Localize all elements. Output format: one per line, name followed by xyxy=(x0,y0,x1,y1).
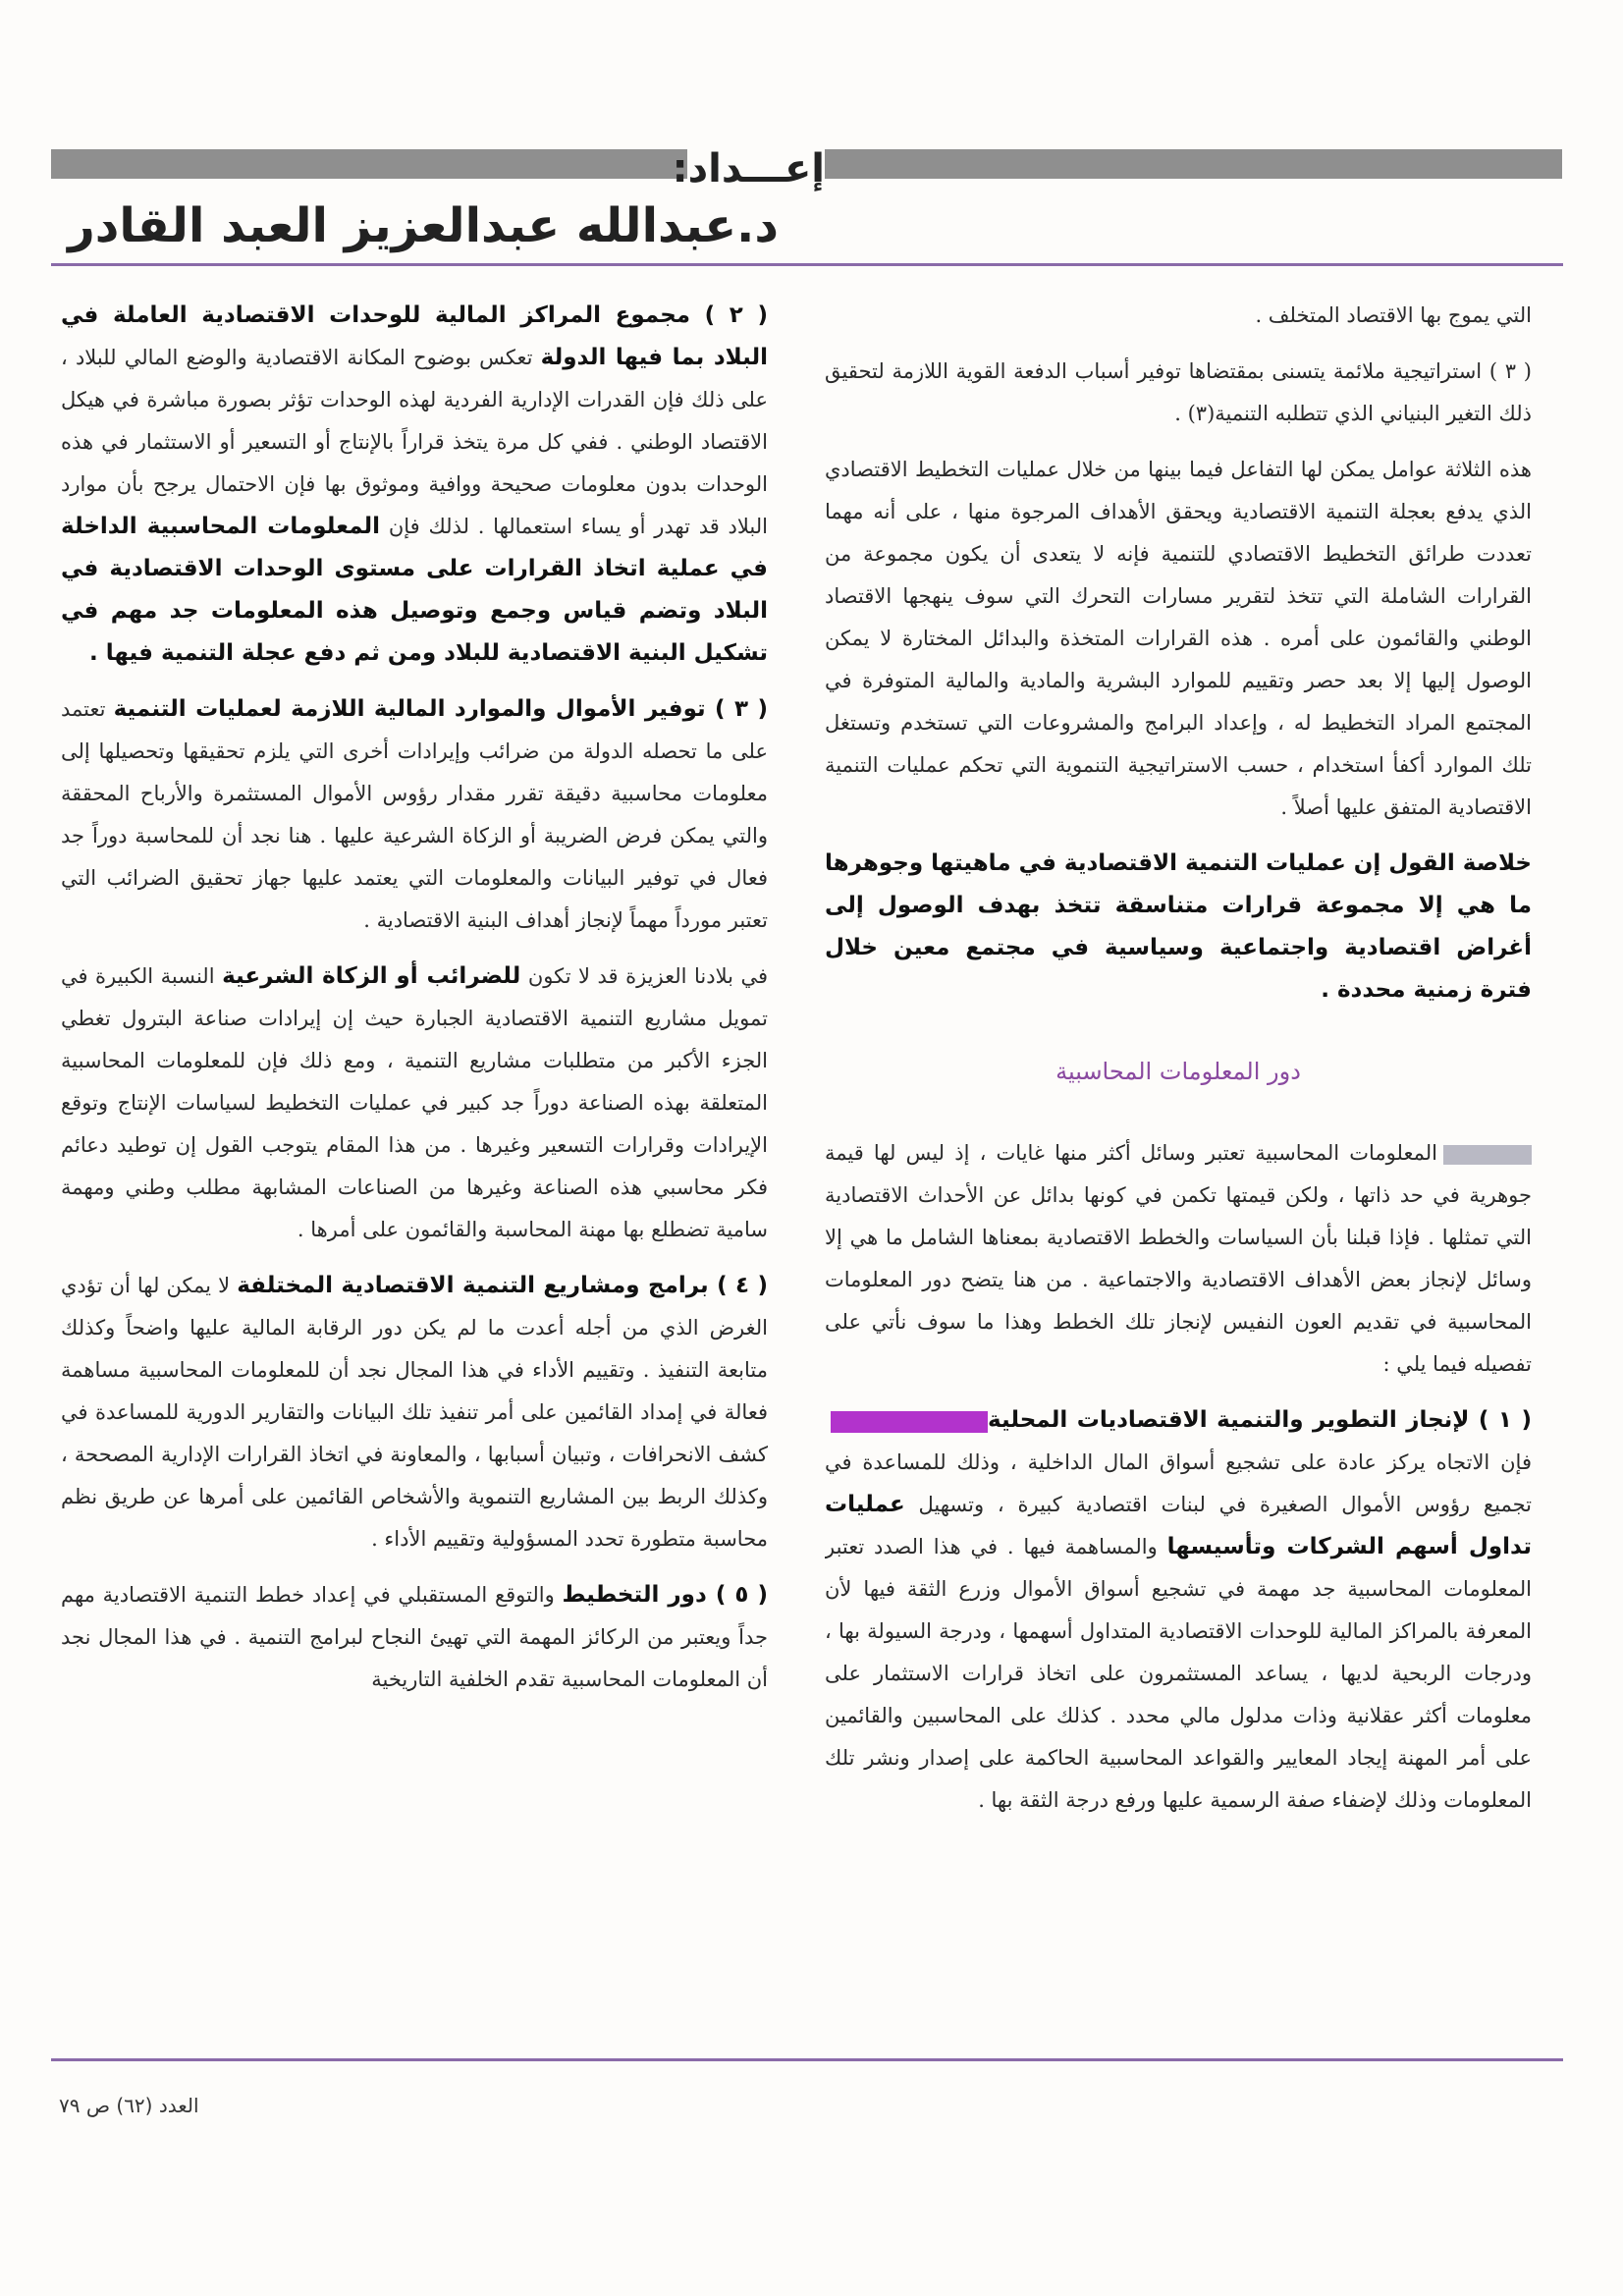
item-lead: ( ٥ ) دور التخطيط xyxy=(562,1582,768,1608)
header-bar-left xyxy=(51,149,756,179)
paragraph xyxy=(61,956,768,1251)
item-emphasis: للضرائب أو الزكاة الشرعية xyxy=(222,963,521,989)
paragraph-text: لا يمكن لها أن تؤدي الغرض الذي من أجله أعدت ما لم يكن دور الرقابة المالية عليها واضحاً وكذلك متابعة التنفيذ . وتقييم الأداء في هذا المجال نجد أن للمعلومات المحاسبية مساهمة فعالة في إمداد القائمين على أمر تنفيذ تلك البيانات والتقارير الدورية للمساعدة في كشف الانحرافات ، وتبيان أسبابها ، والمعاونة في اتخاذ القرارات الإدارية المصححة ، وكذلك الربط بين المشاريع التنموية والأشخاص القائمين على أمرها عن طريق نظم محاسبة متطورة تحدد المسؤولية وتقييم الأداء . xyxy=(61,1274,768,1551)
paragraph xyxy=(825,1399,1532,1822)
left-column xyxy=(61,295,768,2043)
paragraph-text: المعلومات المحاسبية تعتبر وسائل أكثر منها غايات ، إذ ليس لها قيمة جوهرية في حد ذاتها ، ولكن قيمتها تكمن في كونها بدائل عن الأحداث الاقتصادية التي تمثلها . فإذا قبلنا بأن السياسات والخطط الاقتصادية بمعناها الشامل ما هي إلا وسائل لإنجاز بعض الأهداف الاقتصادية والاجتماعية . من هنا يتضح دور المعلومات المحاسبية في تقديم العون النفيس لإنجاز تلك الخطط وهذا ما سوف نأتي على تفصيله فيما يلي : xyxy=(825,1141,1532,1376)
paragraph-text: تعتمد على ما تحصله الدولة من ضرائب وإيرادات أخرى التي يلزم تحقيقها وتحصيلها إلى معلومات محاسبية دقيقة تقرر مقدار رؤوس الأموال المستثمرة والأرباح المحققة والتي يمكن فرض الضريبة أو الزكاة الشرعية عليها . هنا نجد أن للمحاسبة دوراً جد فعال في توفير البيانات والمعلومات التي يعتمد عليها جهاز تحقيق الضرائب التي تعتبر مورداً مهماً لإنجاز أهداف البنية الاقتصادية . xyxy=(61,697,768,932)
paragraph: ( ٣ ) استراتيجية ملائمة يتسنى بمقتضاها توفير أسباب الدفعة القوية اللازمة لتحقيق ذلك التغير البنياني الذي تتطلبه التنمية(٣) . xyxy=(825,359,1532,425)
scan-magenta-mark xyxy=(831,1411,988,1433)
paragraph: هذه الثلاثة عوامل يمكن لها التفاعل فيما بينها من خلال عمليات التخطيط الاقتصادي الذي يدفع بعجلة التنمية الاقتصادية ويحقق الأهداف المرجوة منها ، على أنه مهما تعددت طرائق التخطيط الاقتصادي للتنمية فإنه لا يتعدى أن يكون مجموعة من القرارات الشاملة التي تتخذ لتقرير مسارات التحرك التي سوف ينهجها الاقتصاد الوطني والقائمون على أمره . هذه القرارات المتخذة والبدائل المختارة لا يمكن الوصول إليها إلا بعد حصر وتقييم للموارد البشرية والمادية والمالية المتوفرة في المجتمع المراد التخطيط له ، وإعداد البرامج والمشروعات التي تستخدم وتستغل تلك الموارد أكفأ استخدام ، حسب الاستراتيجية التنموية التي تحكم عمليات التنمية الاقتصادية المتفق عليها أصلاً . xyxy=(825,458,1532,819)
right-column xyxy=(825,295,1532,2043)
section-heading: دور المعلومات المحاسبية xyxy=(1055,1058,1301,1085)
page-footer: العدد (٦٢) ص ٧٩ xyxy=(59,2094,199,2117)
author-name: د.عبدالله عبدالعزيز العبد القادر xyxy=(68,198,779,253)
paragraph-text: فإن الاتجاه يركز عادة على تشجيع أسواق المال الداخلية ، وذلك للمساعدة في تجميع رؤوس الأموال الصغيرة في لبنات اقتصادية كبيرة ، وتسهيل xyxy=(825,1450,1532,1516)
byline-label: إعـــداد: xyxy=(672,146,825,191)
paragraph-text: تعكس بوضوح المكانة الاقتصادية والوضع المالي للبلاد ، على ذلك فإن القدرات الإدارية الفردية لهذه الوحدات تؤثر بصورة مباشرة في هيكل الاقتصاد الوطني . ففي كل مرة يتخذ قراراً بالإنتاج أو التسعير أو الاستثمار في هذه الوحدات بدون معلومات صحيحة ووافية وموثوق بها فإن الاحتمال يرجح بأن موارد البلاد قد تهدر أو يساء استعمالها . لذلك فإن xyxy=(61,346,768,538)
item-lead: ( ٣ ) توفير الأموال والموارد المالية اللازمة لعمليات التنمية xyxy=(113,696,768,722)
item-lead: ( ١ ) لإنجاز التطوير والتنمية الاقتصاديات المحلية xyxy=(988,1407,1532,1433)
footer-divider xyxy=(51,2058,1563,2061)
paragraph: التي يموج بها الاقتصاد المتخلف . xyxy=(1255,303,1532,327)
paragraph xyxy=(825,1132,1532,1386)
scan-highlight-mark xyxy=(1443,1145,1532,1165)
item-emphasis: المعلومات المحاسبية الداخلة في عملية اتخاذ القرارات على مستوى الوحدات الاقتصادية في البلاد وتضم قياس وجمع وتوصيل هذه المعلومات جد مهم في تشكيل البنية الاقتصادية للبلاد ومن ثم دفع عجلة التنمية فيها . xyxy=(61,514,768,666)
paragraph-text: والمساهمة فيها . في هذا الصدد تعتبر المعلومات المحاسبية جد مهمة في تشجيع أسواق الأموال وزرع الثقة فيها لأن المعرفة بالمراكز المالية للوحدات الاقتصادية المتداول أسهمها ، ودرجة السيولة بها ، ودرجات الربحية لديها ، يساعد المستثمرون على اتخاذ قرارات الاستثمار على معلومات أكثر عقلانية وذات مدلول مالي محدد . كذلك على المحاسبين والقائمين على أمر المهنة إيجاد المعايير والقواعد المحاسبية الحاكمة على إصدار ونشر تلك المعلومات وذلك لإضفاء صفة الرسمية عليها ورفع درجة الثقة بها . xyxy=(825,1535,1532,1812)
paragraph-text: النسبة الكبيرة في تمويل مشاريع التنمية الاقتصادية الجبارة حيث إن إيرادات صناعة البترول تغطي الجزء الأكبر من متطلبات مشاريع التنمية ، ومع ذلك فإن للمعلومات المحاسبية المتعلقة بهذه الصناعة دوراً جد كبير في عمليات التخطيط لسياسات الإنتاج وتوقع الإيرادات وقرارات التسعير وغيرها . من هذا المقام يتوجب القول إن توطيد دعائم فكر محاسبي هذه الصناعة وغيرها من الصناعات المشابهة مطلب وطني ومهمة سامية تضطلع بها مهنة المحاسبة والقائمون على أمرها . xyxy=(61,964,768,1241)
header-bar-right xyxy=(793,149,1562,179)
paragraph xyxy=(61,295,768,675)
paragraph xyxy=(61,1265,768,1560)
paragraph-text: والتوقع المستقبلي في إعداد خطط التنمية الاقتصادية مهم جداً ويعتبر من الركائز المهمة التي تهيئ النجاح لبرامج التنمية . في هذا المجال نجد أن المعلومات المحاسبية تقدم الخلفية التاريخية xyxy=(61,1583,768,1691)
summary-paragraph: خلاصة القول إن عمليات التنمية الاقتصادية في ماهيتها وجوهرها ما هي إلا مجموعة قرارات متناسقة تتخذ بهدف الوصول إلى أغراض اقتصادية واجتماعية وسياسية في مجتمع معين خلال فترة زمنية محددة . xyxy=(825,850,1532,1003)
paragraph-text: في بلادنا العزيزة قد لا تكون xyxy=(527,964,768,988)
paragraph xyxy=(61,688,768,942)
item-emphasis: عمليات تداول أسهم الشركات وتأسيسها xyxy=(825,1492,1532,1559)
item-lead: ( ٤ ) برامج ومشاريع التنمية الاقتصادية المختلفة xyxy=(237,1273,768,1298)
item-lead: ( ٢ ) مجموع المراكز المالية للوحدات الاقتصادية العاملة في البلاد بما فيها الدولة xyxy=(61,302,768,370)
header-divider xyxy=(51,263,1563,266)
paragraph xyxy=(61,1574,768,1701)
